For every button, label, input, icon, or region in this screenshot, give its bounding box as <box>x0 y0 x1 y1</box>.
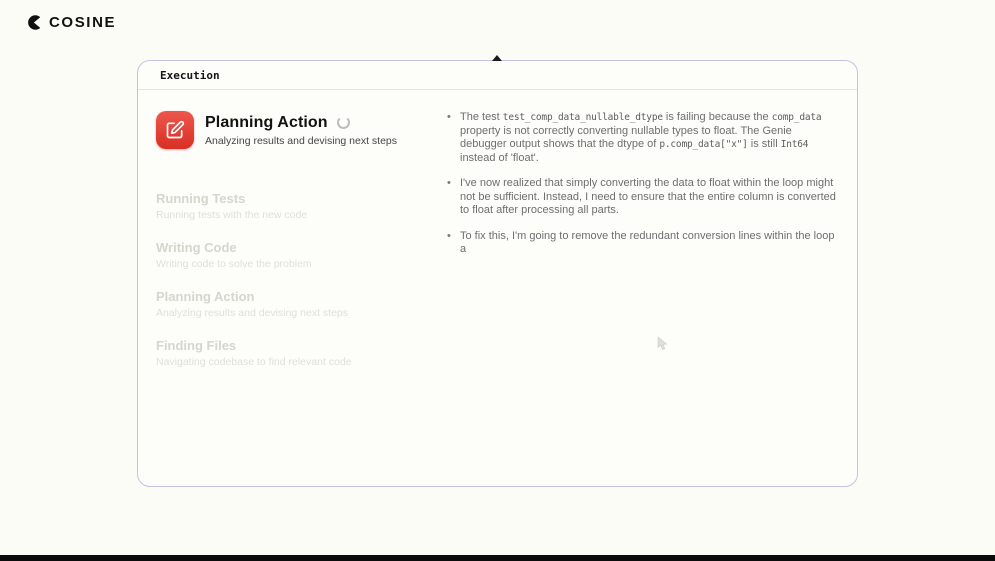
inline-code: p.comp_data["x"] <box>659 139 748 150</box>
loading-spinner-icon <box>337 116 350 129</box>
cosine-c-icon <box>25 14 42 31</box>
pending-step-subtitle: Analyzing results and devising next steps <box>156 307 349 319</box>
pending-step-title: Finding Files <box>156 338 237 353</box>
note-text: instead of 'float'. <box>460 151 539 164</box>
note-item <box>446 177 839 218</box>
edit-icon <box>156 111 194 149</box>
pending-steps <box>156 191 446 369</box>
panel-caret-icon <box>492 55 502 61</box>
steps-column <box>156 111 446 387</box>
active-step <box>156 111 446 149</box>
note-item <box>446 111 839 165</box>
pending-step-subtitle: Running tests with the new code <box>156 209 308 221</box>
pending-step-title: Planning Action <box>156 289 255 304</box>
brand-name: COSINE <box>49 14 117 31</box>
panel-title: Execution <box>160 68 220 82</box>
pending-step-title: Writing Code <box>156 240 237 255</box>
inline-code: test_comp_data_nullable_dtype <box>502 112 663 123</box>
mouse-pointer-icon <box>657 336 670 351</box>
notes-column <box>446 111 839 387</box>
note-item <box>446 230 839 257</box>
pending-step <box>156 191 446 222</box>
inline-code: comp_data <box>771 112 822 123</box>
note-text: The test <box>460 111 503 123</box>
note-text: is still <box>747 138 781 150</box>
note-text: I've now realized that simply converting the data to float within the loop might not be sufficient. Instead, I need to ensure that the entire column is converted to float after processing all parts. <box>460 177 836 216</box>
execution-panel <box>137 60 858 487</box>
panel-header <box>138 61 857 90</box>
note-text: is failing because the <box>662 111 772 123</box>
pending-step <box>156 338 446 369</box>
note-text: To fix this, I'm going to remove the redundant conversion lines within the loop a <box>460 229 835 255</box>
brand-logo[interactable] <box>25 14 116 31</box>
inline-code: Int64 <box>780 139 809 150</box>
note-text: property is not correctly converting nullable types to float. The Genie debugger output shows that the dtype of <box>460 124 792 150</box>
bottom-bar <box>0 555 995 561</box>
pending-step-subtitle: Writing code to solve the problem <box>156 258 312 270</box>
active-step-title: Planning Action <box>205 113 328 131</box>
pending-step-title: Running Tests <box>156 191 246 206</box>
notes-list <box>446 111 839 257</box>
active-step-subtitle: Analyzing results and devising next steps <box>205 134 398 147</box>
pending-step <box>156 240 446 271</box>
pending-step <box>156 289 446 320</box>
panel-body <box>138 90 857 387</box>
pending-step-subtitle: Navigating codebase to find relevant code <box>156 356 352 368</box>
